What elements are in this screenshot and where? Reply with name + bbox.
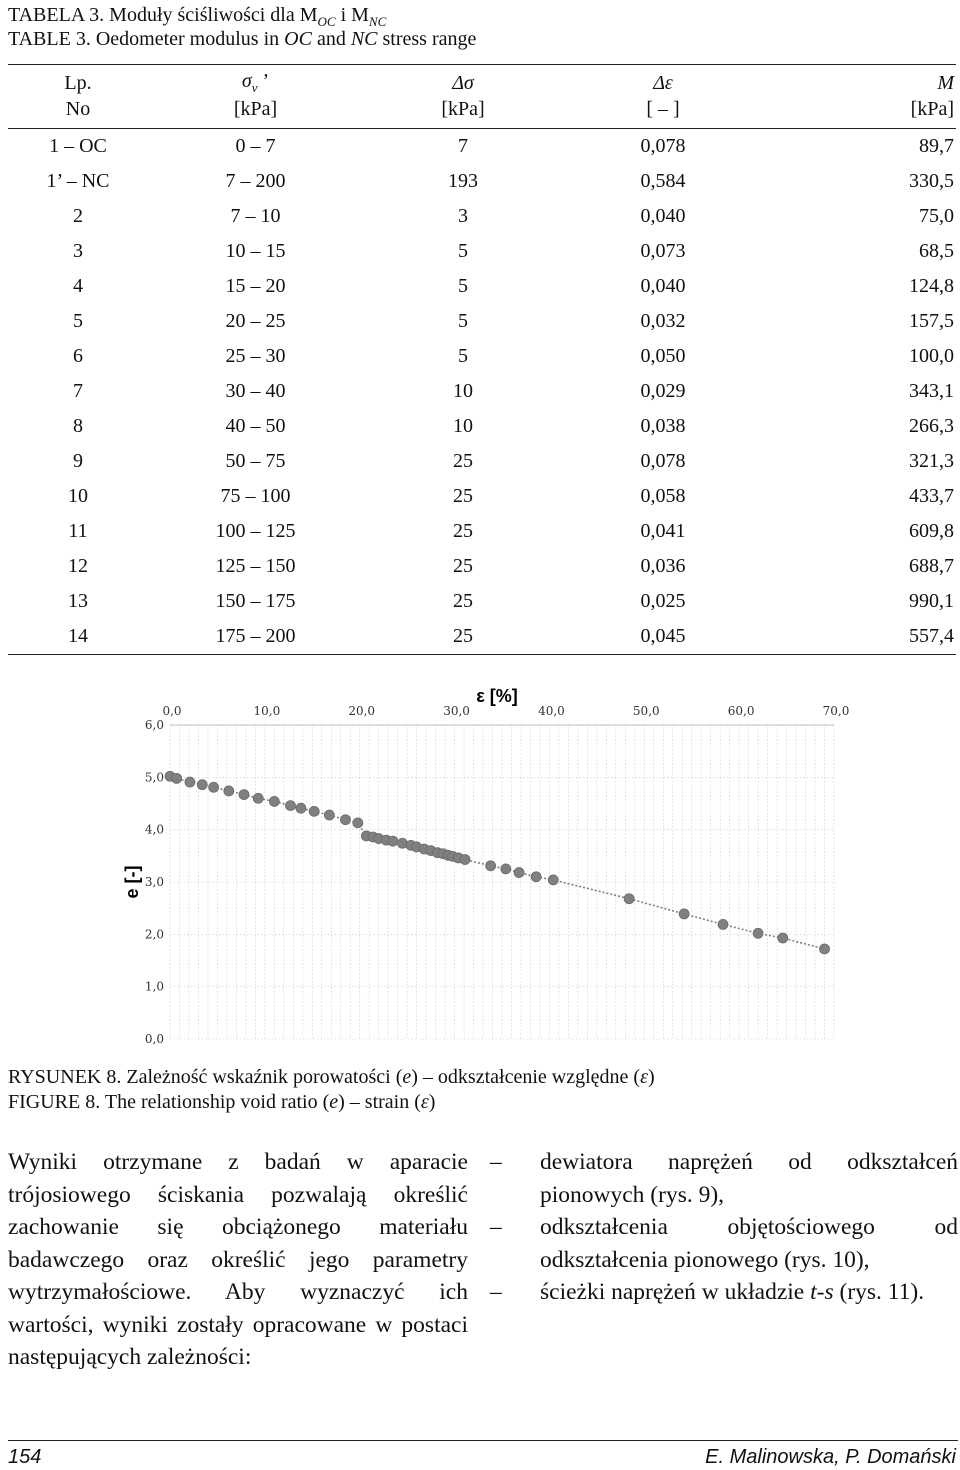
body-paragraph: Wyniki otrzymane z badań w aparacie trójosiowego ściskania pozwalają określić zachowanie się obciążonego materiału badawczego oraz określić jego parametry wytrzymałościowe. Aby wyznaczyć ich wartości, wyniki zostały opracowane w postaci następujących zależności: xyxy=(8,1149,468,1370)
table-cell: 0,045 xyxy=(563,619,763,655)
header-dsigma-unit: [kPa] xyxy=(441,98,485,120)
table-cell: 25 xyxy=(453,555,473,577)
table-cell: 30 – 40 xyxy=(225,380,286,402)
header-deps-unit: [ – ] xyxy=(646,98,680,120)
chart-point xyxy=(253,793,263,803)
table-cell: 7 xyxy=(73,380,83,402)
chart-point xyxy=(340,815,350,825)
chart-x-tick-label: 30,0 xyxy=(443,704,470,718)
chart-point xyxy=(309,806,319,816)
table-cell: 7 – 10 xyxy=(230,205,281,227)
table-row xyxy=(8,199,956,234)
table-cell: 0,584 xyxy=(640,170,686,192)
chart-point xyxy=(624,894,634,904)
table-cell: 1’ – NC xyxy=(46,170,110,192)
chart-x-tick-label: 0,0 xyxy=(162,704,182,718)
table-cell: 68,5 xyxy=(919,240,954,262)
table-cell: 25 xyxy=(363,619,563,655)
table-row xyxy=(8,269,956,304)
table-cell: 193 xyxy=(448,170,478,192)
list-item xyxy=(490,1146,958,1211)
table-cell: 3 xyxy=(458,205,468,227)
chart-point xyxy=(239,790,249,800)
chart-x-tick-label: 70,0 xyxy=(822,704,850,718)
header-sigma-top: $\sigma_v$ ’ xyxy=(241,70,270,95)
table-cell: 321,3 xyxy=(909,450,954,472)
table-cell: 10 xyxy=(68,485,88,507)
table-cell: 124,8 xyxy=(909,275,954,297)
table-row xyxy=(8,444,956,479)
table-cell: 100,0 xyxy=(909,345,954,367)
table-cell: 50 – 75 xyxy=(225,450,286,472)
table-cell: 100 – 125 xyxy=(215,520,296,542)
chart-point xyxy=(753,928,763,938)
table-cell: 0,050 xyxy=(640,345,686,367)
table-cell: 266,3 xyxy=(909,415,954,437)
chart-point xyxy=(501,864,511,874)
chart-y-tick-label: 0,0 xyxy=(144,1032,164,1046)
table-cell: 25 – 30 xyxy=(225,345,286,367)
chart-y-tick-label: 6,0 xyxy=(144,718,164,732)
table-cell: 9 xyxy=(73,450,83,472)
list-dash: – xyxy=(490,1279,502,1305)
header-sigma-unit: [kPa] xyxy=(233,98,278,120)
table-cell: 15 – 20 xyxy=(225,275,286,297)
chart-y-tick-label: 1,0 xyxy=(144,979,164,994)
chart-y-tick-labels xyxy=(145,718,164,1046)
list-dash: – xyxy=(490,1214,502,1240)
header-m-unit: [kPa] xyxy=(910,98,954,120)
table-cell: 2 xyxy=(73,205,83,227)
header-no-top: Lp. xyxy=(64,71,92,94)
table-cell: 125 – 150 xyxy=(215,555,296,577)
table-row xyxy=(8,304,956,339)
table-row xyxy=(8,129,956,165)
table-row xyxy=(8,374,956,409)
list-item-text: odkształcenia objętościowego od odkształcenia pionowego (rys. 10), xyxy=(540,1214,958,1273)
table-row xyxy=(8,234,956,269)
chart-point xyxy=(548,875,558,885)
table-cell: 0,073 xyxy=(640,240,686,262)
table-cell: 11 xyxy=(68,520,88,542)
table-cell: 0,078 xyxy=(640,450,686,472)
chart-point xyxy=(296,803,306,813)
table-row xyxy=(8,479,956,514)
list-dash: – xyxy=(490,1149,502,1175)
chart-point xyxy=(514,868,524,878)
chart-point xyxy=(679,909,689,919)
table-cell: 10 xyxy=(453,380,473,402)
table-cell: 3 xyxy=(73,240,83,262)
table-cell: 12 xyxy=(68,555,88,577)
page-number: 154 xyxy=(8,1446,42,1468)
chart-point xyxy=(285,801,295,811)
chart-point xyxy=(486,861,496,871)
table-cell: 688,7 xyxy=(909,555,954,577)
chart-point xyxy=(185,777,195,787)
chart-point xyxy=(324,810,334,820)
chart-point xyxy=(388,836,398,846)
running-authors: E. Malinowska, P. Domański xyxy=(705,1446,956,1468)
chart-y-tick-label: 2,0 xyxy=(144,927,164,942)
chart-point xyxy=(778,933,788,943)
table-cell: 175 – 200 xyxy=(148,619,363,655)
table-cell: 330,5 xyxy=(909,170,954,192)
table-cell: 5 xyxy=(458,240,468,262)
chart-x-axis-title: ε [%] xyxy=(476,686,518,706)
list-item-text: dewiatora naprężeń od odkształceń pionowych (rys. 9), xyxy=(540,1149,958,1208)
chart-point xyxy=(269,796,279,806)
table-cell: 0,040 xyxy=(640,275,686,297)
table-row xyxy=(8,619,956,655)
table-cell: 7 – 200 xyxy=(225,170,286,192)
table-row xyxy=(8,584,956,619)
chart-y-tick-label: 5,0 xyxy=(144,770,164,785)
chart-x-tick-labels xyxy=(162,704,849,718)
figure-caption-en: FIGURE 8. The relationship void ratio (e) – strain (ε) xyxy=(8,1091,436,1113)
table-cell: 0,025 xyxy=(640,590,686,612)
table-cell: 157,5 xyxy=(909,310,954,332)
chart-x-tick-label: 20,0 xyxy=(348,704,376,718)
chart-point xyxy=(718,919,728,929)
table-cell: 10 – 15 xyxy=(225,240,286,262)
table-cell: 13 xyxy=(68,590,88,612)
table-cell: 40 – 50 xyxy=(225,415,286,437)
table-cell: 6 xyxy=(73,345,83,367)
table-cell: 8 xyxy=(73,415,83,437)
chart-point xyxy=(460,854,470,864)
table-cell: 5 xyxy=(458,345,468,367)
chart-point xyxy=(531,872,541,882)
chart-y-tick-label: 3,0 xyxy=(144,875,164,889)
table-cell: 0,078 xyxy=(640,135,686,157)
table-cell: 0,038 xyxy=(640,415,686,437)
table-cell: 10 xyxy=(453,415,473,437)
list-item xyxy=(490,1211,958,1276)
chart-point xyxy=(172,773,182,783)
table-row xyxy=(8,549,956,584)
chart-x-tick-label: 10,0 xyxy=(253,704,281,718)
table-cell: 433,7 xyxy=(909,485,954,507)
void-ratio-strain-chart xyxy=(0,672,960,1062)
table-cell: 150 – 175 xyxy=(215,590,296,612)
body-list xyxy=(490,1146,958,1309)
header-no-bottom: No xyxy=(65,98,91,120)
modulus-table xyxy=(8,64,956,655)
chart-x-tick-label: 50,0 xyxy=(632,704,660,718)
chart-point xyxy=(209,782,219,792)
footer-rule xyxy=(8,1440,958,1441)
chart-y-axis-title: e [-] xyxy=(122,865,142,899)
figure-caption-pl: RYSUNEK 8. Zależność wskaźnik porowatości (e) – odkształcenie względne (ε) xyxy=(8,1066,655,1088)
table-cell: 0,058 xyxy=(640,485,686,507)
table-cell: 1 – OC xyxy=(49,135,107,157)
table-cell: 557,4 xyxy=(763,619,956,655)
table-row xyxy=(8,164,956,199)
chart-point xyxy=(224,786,234,796)
table-cell: 14 xyxy=(8,619,148,655)
table-cell: 343,1 xyxy=(909,380,954,402)
table-cell: 20 – 25 xyxy=(225,310,286,332)
table-row xyxy=(8,339,956,374)
table-cell: 25 xyxy=(453,590,473,612)
table-cell: 0,041 xyxy=(640,520,686,542)
table-cell: 89,7 xyxy=(919,135,954,157)
table-caption-en: TABLE 3. Oedometer modulus in OC and NC stress range xyxy=(8,28,477,50)
table-cell: 5 xyxy=(458,310,468,332)
list-item: – ścieżki naprężeń w układzie t-s (rys. 11). xyxy=(490,1276,958,1309)
table-row xyxy=(8,514,956,549)
chart-x-tick-label: 60,0 xyxy=(727,704,755,718)
table-cell: 75 – 100 xyxy=(220,485,291,507)
table-cell: 0,032 xyxy=(640,310,686,332)
chart-point xyxy=(353,818,363,828)
table-cell: 75,0 xyxy=(919,205,954,227)
table-cell: 990,1 xyxy=(909,590,954,612)
table-cell: 25 xyxy=(453,520,473,542)
table-cell: 7 xyxy=(458,135,468,157)
table-cell: 5 xyxy=(73,310,83,332)
chart-x-tick-label: 40,0 xyxy=(538,704,565,718)
table-cell: 25 xyxy=(453,485,473,507)
table-cell: 0,036 xyxy=(640,555,686,577)
header-m-top: M xyxy=(937,71,954,94)
header-dsigma-top: Δσ xyxy=(452,71,474,94)
table-cell: 4 xyxy=(73,275,83,297)
chart-y-tick-label: 4,0 xyxy=(144,822,164,837)
table-cell: 5 xyxy=(458,275,468,297)
table-cell: 25 xyxy=(453,450,473,472)
table-cell: 0,040 xyxy=(640,205,686,227)
header-deps-top: Δε xyxy=(653,71,673,94)
table-row xyxy=(8,409,956,444)
table-cell: 0 – 7 xyxy=(235,135,276,157)
chart-point xyxy=(820,944,830,954)
chart-point xyxy=(197,780,207,790)
table-cell: 0,029 xyxy=(640,380,686,402)
table-cell: 609,8 xyxy=(909,520,954,542)
table-caption-pl: TABELA 3. Moduły ściśliwości dla $M_{OC}$ i $M_{NC}$ xyxy=(8,4,387,29)
